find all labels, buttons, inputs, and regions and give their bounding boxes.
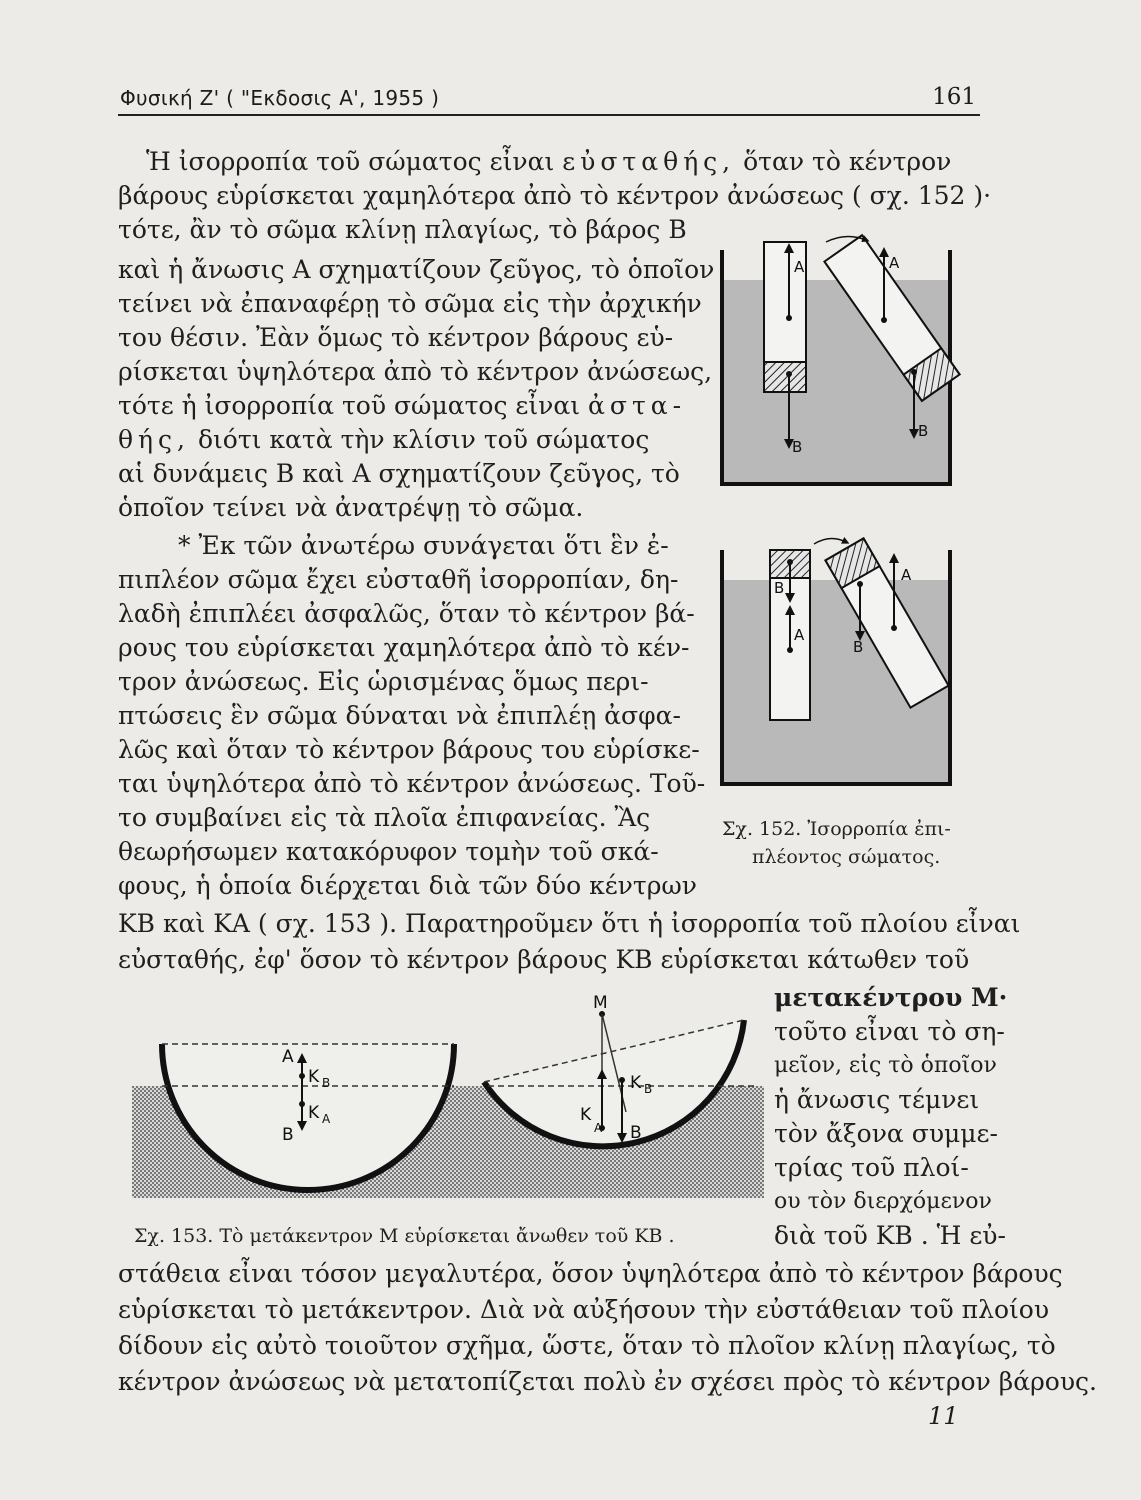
spaced-term: εὐσταθής, (562, 147, 736, 176)
label-b: B (630, 1123, 642, 1143)
text-line: βάρους εὑρίσκεται χαμηλότερα ἀπὸ τὸ κέντρον ἀνώσεως ( σχ. 152 )· (118, 181, 992, 210)
running-header (118, 80, 980, 116)
text-line: ται ὑψηλότερα ἀπὸ τὸ κέντρον ἀνώσεως. Τοῦ- (118, 769, 706, 798)
label-a: A (889, 254, 900, 272)
text-line: ου τὸν διερχόμενον (774, 1189, 992, 1214)
text-line: θεωρήσωμεν κατακόρυφον τομὴν τοῦ σκά- (118, 837, 659, 866)
text-line-bold: μετακέντρου Μ· (774, 983, 1008, 1012)
header-title: Φυσική Ζ' ( "Εκδοσις Α', 1955 ) (120, 86, 440, 110)
text-line: ΚΒ καὶ ΚΑ ( σχ. 153 ). Παρατηροῦμεν ὅτι ἡ ἰσορροπία τοῦ πλοίου εἶναι (118, 909, 1021, 938)
text-span: Ἡ ἰσορροπία τοῦ σώματος εἶναι (146, 147, 555, 176)
figure-153-drawing (132, 990, 764, 1200)
label-sub-a: A (594, 1121, 603, 1135)
text-span: τότε ἡ ἰσορροπία τοῦ σώματος εἶναι (118, 391, 581, 420)
text-line: δίδουν εἰς αὐτὸ τοιοῦτον σχῆμα, ὥστε, ὅταν τὸ πλοῖον κλίνῃ πλαγίως, τὸ (118, 1331, 1056, 1360)
label-k: K (630, 1073, 642, 1093)
text-line: μεῖον, εἰς τὸ ὁποῖον (774, 1053, 997, 1078)
spaced-term: θής, (118, 425, 190, 454)
figure-153 (132, 990, 764, 1200)
text-line: φους, ἡ ὁποία διέρχεται διὰ τῶν δύο κέντρων (118, 871, 697, 900)
text-line: καὶ ἡ ἄνωσις Α σχηματίζουν ζεῦγος, τὸ ὁποῖον (118, 255, 715, 284)
heavy-base (764, 362, 806, 392)
spaced-term: ἀστα- (588, 391, 687, 420)
top-vessel (722, 235, 960, 484)
text-line: * Ἐκ τῶν ἀνωτέρω συνάγεται ὅτι ἓν ἐ- (178, 531, 669, 560)
label-b: B (792, 438, 803, 456)
text-line: αἱ δυνάμεις Β καὶ Α σχηματίζουν ζεῦγος, τὸ (118, 459, 680, 488)
signature-number: 11 (928, 1402, 959, 1430)
label-a: A (282, 1047, 294, 1067)
text-line: στάθεια εἶναι τόσον μεγαλυτέρα, ὅσον ὑψηλότερα ἀπὸ τὸ κέντρον βάρους (118, 1259, 1063, 1288)
label-sub-a: A (322, 1112, 331, 1126)
label-k: K (580, 1105, 592, 1125)
figure-152-caption-line: πλέοντος σώματος. (752, 846, 941, 868)
text-line: τοῦτο εἶναι τὸ ση- (774, 1017, 1005, 1046)
text-line: κέντρον ἀνώσεως νὰ μετατοπίζεται πολὺ ἐν σχέσει πρὸς τὸ κέντρον βάρους. (118, 1367, 1097, 1396)
label-a: A (794, 258, 805, 276)
figure-152-drawing (706, 228, 976, 794)
text-line: τρον ἀνώσεως. Εἰς ὡρισμένας ὅμως περι- (118, 667, 649, 696)
text-line: πτώσεις ἓν σῶμα δύναται νὰ ἐπιπλέῃ ἀσφα- (118, 701, 681, 730)
label-k: K (308, 1067, 320, 1087)
label-k: K (308, 1103, 320, 1123)
figure-153-caption: Σχ. 153. Τὸ μετάκεντρον Μ εὑρίσκεται ἄνωθεν τοῦ ΚΒ . (134, 1225, 675, 1247)
text-line: τότε, ἂν τὸ σῶμα κλίνῃ πλαγίως, τὸ βάρος Β (118, 215, 687, 244)
bottom-vessel (722, 538, 950, 784)
label-a: A (794, 626, 805, 644)
text-line (118, 425, 649, 455)
text-line: ρίσκεται ὑψηλότερα ἀπὸ τὸ κέντρον ἀνώσεως, (118, 357, 713, 386)
text-line: εὐσταθής, ἐφ' ὅσον τὸ κέντρον βάρους ΚΒ εὑρίσκεται κάτωθεν τοῦ (118, 945, 970, 974)
text-span: ὅταν τὸ κέντρον (743, 147, 952, 176)
text-line: ὁποῖον τείνει νὰ ἀνατρέψῃ τὸ σῶμα. (118, 493, 584, 522)
text-line: λῶς καὶ ὅταν τὸ κέντρον βάρους του εὑρίσκε- (118, 735, 700, 764)
text-line: του θέσιν. Ἐὰν ὅμως τὸ κέντρον βάρους εὑ- (118, 323, 674, 352)
text-line: τείνει νὰ ἐπαναφέρῃ τὸ σῶμα εἰς τὴν ἀρχικήν (118, 289, 702, 318)
text-span: διότι κατὰ τὴν κλίσιν τοῦ σώματος (197, 425, 650, 454)
label-sub-b: B (322, 1076, 331, 1090)
text-line: διὰ τοῦ ΚΒ . Ἡ εὐ- (774, 1221, 1006, 1250)
text-line: εὑρίσκεται τὸ μετάκεντρον. Διὰ νὰ αὐξήσουν τὴν εὐστάθειαν τοῦ πλοίου (118, 1295, 1050, 1324)
text-line (146, 147, 951, 177)
figure-152-caption-line: Σχ. 152. Ἰσορροπία ἐπι- (722, 818, 951, 840)
label-a: A (901, 566, 912, 584)
label-b: B (853, 638, 864, 656)
text-line: τρίας τοῦ πλοί- (774, 1153, 969, 1182)
text-line: ἡ ἄνωσις τέμνει (774, 1085, 980, 1114)
label-b: B (774, 579, 785, 597)
label-sub-b: B (644, 1082, 653, 1096)
label-b: B (918, 422, 929, 440)
label-b: B (282, 1125, 294, 1145)
text-line: πιπλέον σῶμα ἔχει εὐσταθῆ ἰσορροπίαν, δη- (118, 565, 679, 594)
label-m: M (593, 993, 608, 1013)
text-line: το συμβαίνει εἰς τὰ πλοῖα ἐπιφανείας. Ἂς (118, 803, 651, 832)
text-line: λαδὴ ἐπιπλέει ἀσφαλῶς, ὅταν τὸ κέντρον βά- (118, 599, 695, 628)
text-line: τὸν ἄξονα συμμε- (774, 1119, 998, 1148)
figure-152 (706, 228, 976, 794)
page-number: 161 (932, 84, 976, 110)
text-line: ρους του εὑρίσκεται χαμηλότερα ἀπὸ τὸ κέν- (118, 633, 690, 662)
text-line (118, 391, 686, 421)
